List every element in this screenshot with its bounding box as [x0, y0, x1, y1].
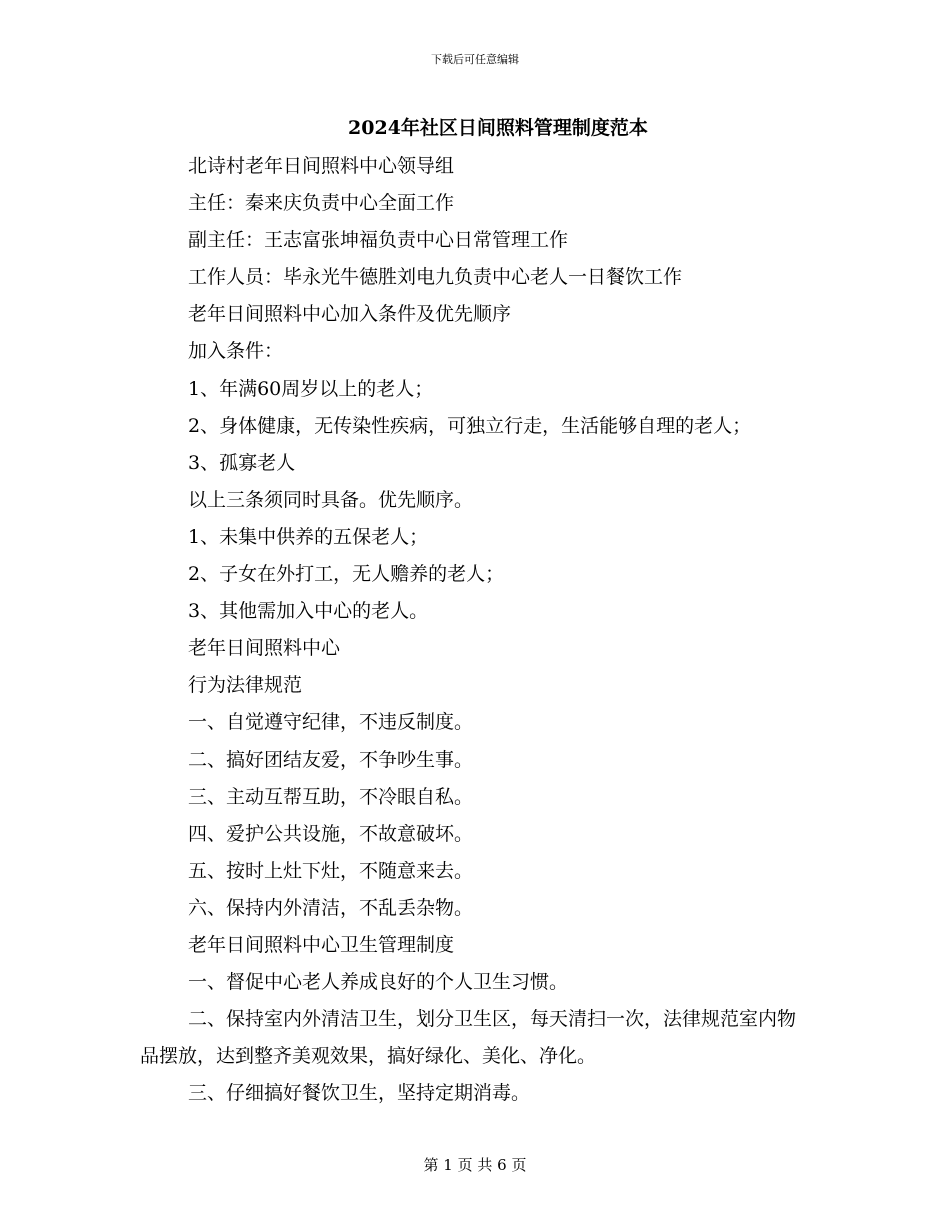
paragraph-conduct-5: 五、按时上灶下灶，不随意来去。 — [188, 859, 474, 882]
paragraph-admission-heading: 老年日间照料中心加入条件及优先顺序 — [188, 303, 512, 326]
paragraph-condition-2: 2、身体健康，无传染性疾病，可独立行走，生活能够自理的老人； — [188, 414, 752, 437]
paragraph-condition-3: 3、孤寡老人 — [188, 451, 296, 474]
paragraph-director: 主任：秦来庆负责中心全面工作 — [188, 192, 455, 215]
paragraph-conduct-6: 六、保持内外清洁，不乱丢杂物。 — [188, 896, 474, 919]
document-body — [140, 148, 820, 1112]
paragraph-priority-1: 1、未集中供养的五保老人； — [188, 525, 429, 548]
paragraph-hygiene-3: 三、仔细搞好餐饮卫生，坚持定期消毒。 — [188, 1082, 531, 1105]
paragraph-priority-2: 2、子女在外打工，无人赡养的老人； — [188, 563, 505, 586]
paragraph-conduct-2: 二、搞好团结友爱，不争吵生事。 — [188, 748, 474, 771]
paragraph-center-name: 老年日间照料中心 — [188, 637, 341, 660]
paragraph-hygiene-1: 一、督促中心老人养成良好的个人卫生习惯。 — [188, 971, 569, 994]
paragraph-conduct-4: 四、爱护公共设施，不故意破坏。 — [188, 822, 474, 845]
paragraph-staff: 工作人员：毕永光牛德胜刘电九负责中心老人一日餐饮工作 — [188, 266, 683, 289]
paragraph-condition-1: 1、年满60周岁以上的老人； — [188, 377, 434, 400]
paragraph-conduct-1: 一、自觉遵守纪律，不违反制度。 — [188, 711, 474, 734]
paragraph-hygiene-heading: 老年日间照料中心卫生管理制度 — [188, 933, 455, 956]
paragraph-priority-3: 3、其他需加入中心的老人。 — [188, 600, 429, 623]
paragraph-admission-conditions: 加入条件： — [188, 340, 284, 363]
page-number-footer: 第 1 页 共 6 页 — [423, 1156, 527, 1174]
document-title: 2024年社区日间照料管理制度范本 — [348, 117, 648, 139]
page-header-note: 下载后可任意编辑 — [431, 53, 519, 66]
paragraph-hygiene-2: 二、保持室内外清洁卫生，划分卫生区，每天清扫一次，法律规范室内物品摆放，达到整齐美观效果，搞好绿化、美化、净化。 — [140, 1008, 797, 1068]
paragraph-conduct-3: 三、主动互帮互助，不冷眼自私。 — [188, 785, 474, 808]
paragraph-conduct-heading: 行为法律规范 — [188, 674, 303, 697]
paragraph-leadership-group: 北诗村老年日间照料中心领导组 — [188, 155, 455, 177]
paragraph-priority-heading: 以上三条须同时具备。优先顺序。 — [188, 488, 474, 511]
paragraph-deputy-director: 副主任：王志富张坤福负责中心日常管理工作 — [188, 229, 569, 252]
